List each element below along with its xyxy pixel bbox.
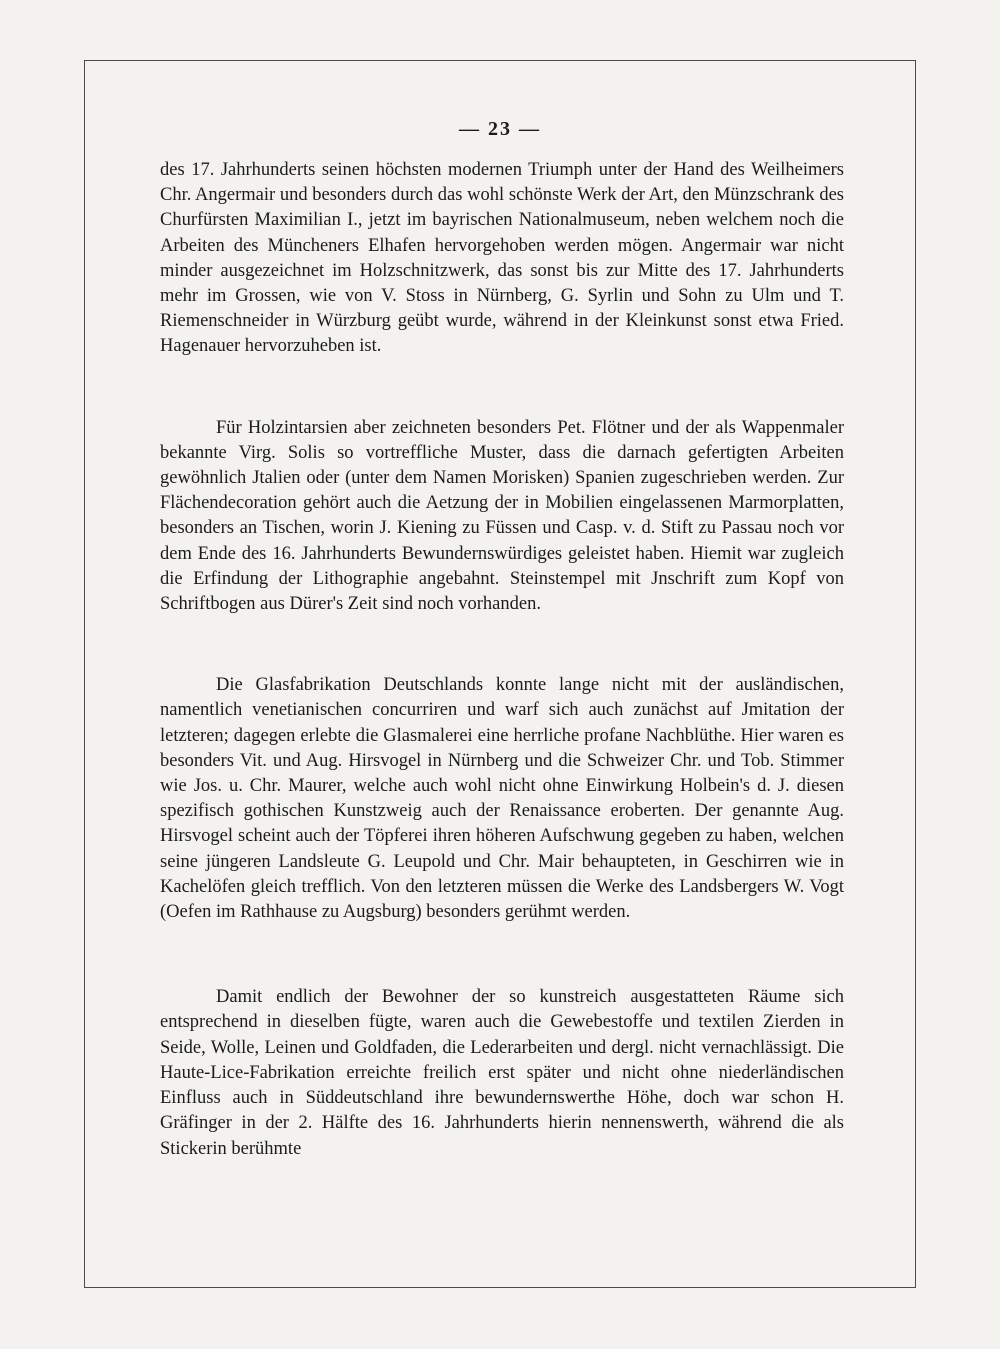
- paragraph-2: [160, 416, 844, 618]
- paragraph-2-text: Für Holzintarsien aber zeichneten besonders Pet. Flötner und der als Wappenmaler bekannte Virg. Solis so vortreffliche Muster, dass die darnach gefertigten Arbeiten gewöhnlich Jtalien oder (unter dem Namen Morisken) Spanien zugeschrieben werden. Zur Flächendecoration gehört auch die Aetzung der in Mobilien eingelassenen Marmorplatten, besonders an Tischen, worin J. Kiening zu Füssen und Casp. v. d. Stift zu Passau noch vor dem Ende des 16. Jahrhunderts Bewundernswürdiges geleistet haben. Hiemit war zugleich die Erfindung der Lithographie angebahnt. Steinstempel mit Jnschrift zum Kopf von Schriftbogen aus Dürer's Zeit sind noch vorhanden.: [160, 417, 844, 615]
- paragraph-1-text: des 17. Jahrhunderts seinen höchsten modernen Triumph unter der Hand des Weilheimers Chr. Angermair und besonders durch das wohl schönste Werk der Art, den Münzschrank des Churfürsten Maximilian I., jetzt im bayrischen Nationalmuseum, neben welchem noch die Arbeiten des Müncheners Elhafen hervorgehoben werden mögen. Angermair war nicht minder ausgezeichnet im Holzschnitzwerk, das sonst bis zur Mitte des 17. Jahrhunderts mehr im Grossen, wie von V. Stoss in Nürnberg, G. Syrlin und Sohn zu Ulm und T. Riemenschneider in Würzburg geübt wurde, während in der Kleinkunst sonst etwa Fried. Hagenauer hervorzuheben ist.: [160, 160, 844, 357]
- paragraph-1: [160, 158, 844, 360]
- paragraph-3-text: Die Glasfabrikation Deutschlands konnte lange nicht mit der ausländischen, namentlich venetianischen concurriren und warf sich auch zunächst auf Jmitation der letzteren; dagegen erlebte die Glasmalerei eine herrliche profane Nachblüthe. Hier waren es besonders Vit. und Aug. Hirsvogel in Nürnberg und die Schweizer Chr. und Tob. Stimmer wie Jos. u. Chr. Maurer, welche auch wohl nicht ohne Einwirkung Holbein's d. J. diesen spezifisch gothischen Kunstzweig auch der Renaissance eroberten. Der genannte Aug. Hirsvogel scheint auch der Töpferei ihren höheren Aufschwung gegeben zu haben, welchen seine jüngeren Landsleute G. Leupold und Chr. Mair behaupteten, in Geschirren wie in Kachelöfen gleich trefflich. Von den letzteren müssen die Werke des Landsbergers W. Vogt (Oefen im Rathhause zu Augsburg) besonders gerühmt werden.: [160, 675, 844, 923]
- paragraph-4-text: Damit endlich der Bewohner der so kunstreich ausgestatteten Räume sich entsprechend in dieselben fügte, waren auch die Gewebestoffe und textilen Zierden in Seide, Wolle, Leinen und Goldfaden, die Lederarbeiten und dergl. nicht vernachlässigt. Die Haute-Lice-Fabrikation erreichte freilich erst später und nicht ohne niederländischen Einfluss auch in Süddeutschland ihre bewundernswerthe Höhe, doch war schon H. Gräfinger in der 2. Hälfte des 16. Jahrhunderts hierin nennenswerth, während die als Stickerin berühmte: [160, 987, 844, 1159]
- paragraph-3: [160, 673, 844, 925]
- page-body: [160, 158, 844, 1162]
- paragraph-4: [160, 985, 844, 1161]
- page-number: — 23 —: [459, 118, 541, 140]
